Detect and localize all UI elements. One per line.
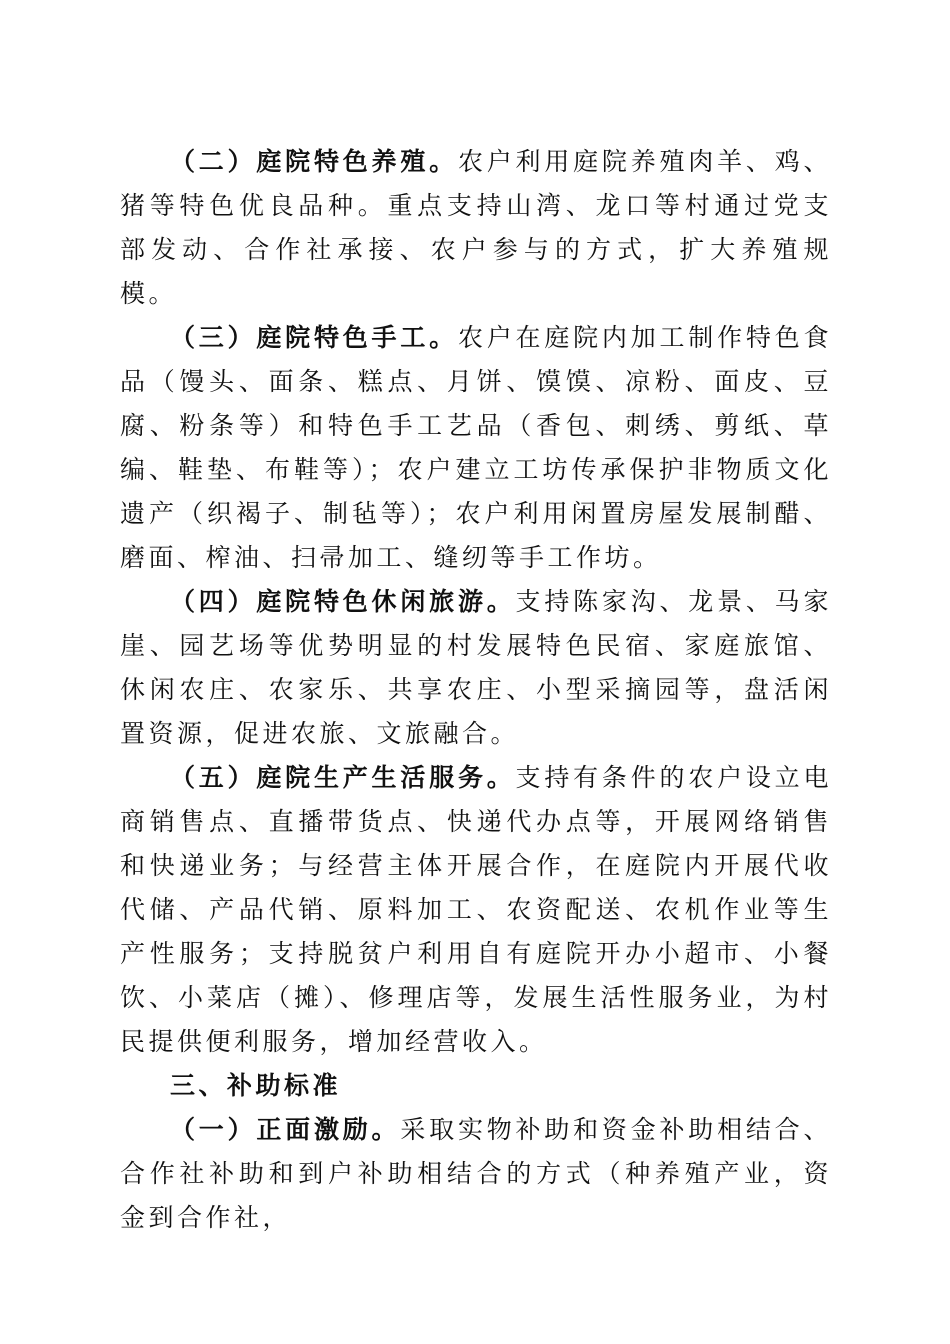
section-heading-subsidy-standards: 三、补助标准 (170, 1071, 342, 1100)
section-text: 采取实物补助和资金补助相结合、合作社补助和到户补助相结合的方式（种养殖产业，资金到合作社， (120, 1115, 832, 1232)
section-courtyard-services (120, 756, 832, 1064)
section-courtyard-leisure-tourism (120, 580, 832, 756)
section-text: 支持陈家沟、龙景、马家崖、园艺场等优势明显的村发展特色民宿、家庭旅馆、休闲农庄、农家乐、共享农庄、小型采摘园等，盘活闲置资源，促进农旅、文旅融合。 (120, 587, 832, 748)
section-lead: （四）庭院特色休闲旅游。 (170, 587, 516, 616)
document-body (120, 140, 832, 1240)
section-text: 农户在庭院内加工制作特色食品（馒头、面条、糕点、月饼、馍馍、凉粉、面皮、豆腐、粉条等）和特色手工艺品（香包、刺绣、剪纸、草编、鞋垫、布鞋等）；农户建立工坊传承保护非物质文化遗产（织褐子、制毡等）；农户利用闲置房屋发展制醋、磨面、榨油、扫帚加工、缝纫等手工作坊。 (120, 323, 832, 572)
section-lead: （一）正面激励。 (170, 1115, 401, 1144)
section-text: 支持有条件的农户设立电商销售点、直播带货点、快递代办点等，开展网络销售和快递业务；与经营主体开展合作，在庭院内开展代收代储、产品代销、原料加工、农资配送、农机作业等生产性服务；支持脱贫户利用自有庭院开办小超市、小餐饮、小菜店（摊）、修理店等，发展生活性服务业，为村民提供便利服务，增加经营收入。 (120, 763, 832, 1056)
section-lead: （五）庭院生产生活服务。 (170, 763, 516, 792)
section-courtyard-breeding (120, 140, 832, 316)
section-text: 农户利用庭院养殖肉羊、鸡、猪等特色优良品种。重点支持山湾、龙口等村通过党支部发动、合作社承接、农户参与的方式，扩大养殖规模。 (120, 147, 832, 308)
section-positive-incentive (120, 1108, 832, 1240)
section-lead: （二）庭院特色养殖。 (170, 147, 458, 176)
section-lead: （三）庭院特色手工。 (170, 323, 458, 352)
section-courtyard-handicraft (120, 316, 832, 580)
